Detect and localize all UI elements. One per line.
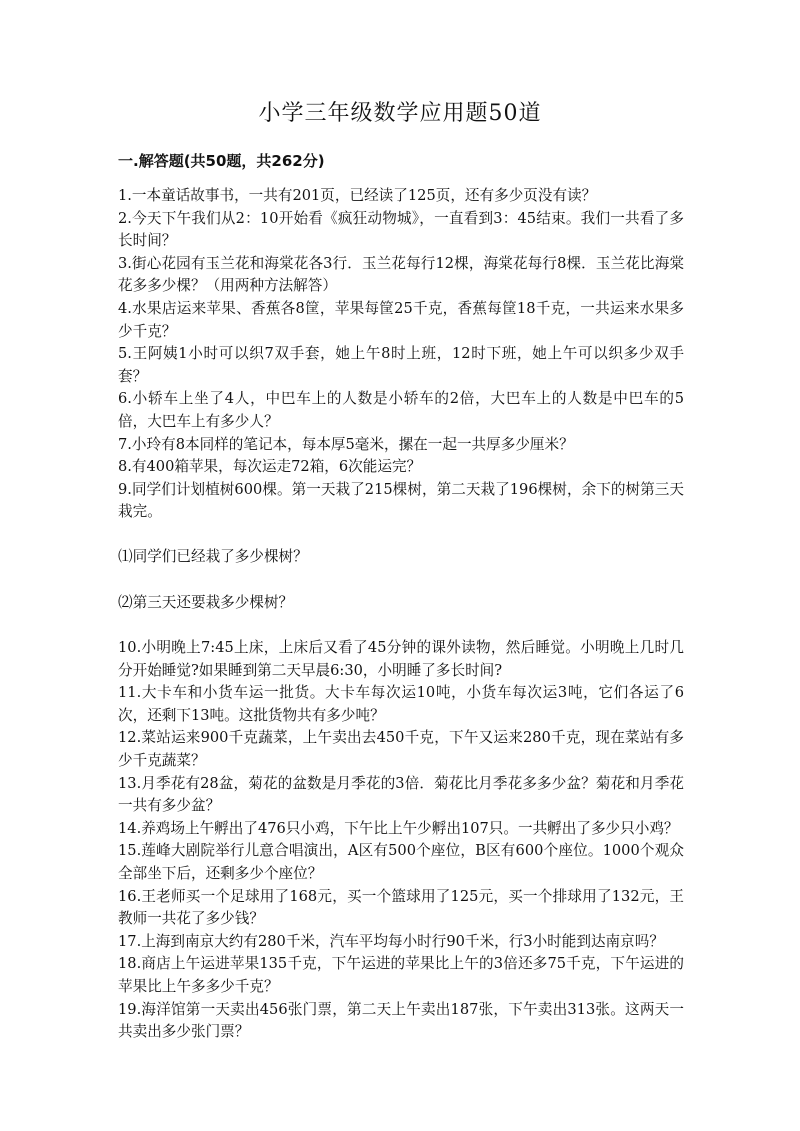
question-9-part-2: ⑵第三天还要栽多少棵树？ [118,593,294,611]
question-17: 17.上海到南京大约有280千米，汽车平均每小时行90千米，行3小时能到达南京吗？ [118,932,664,950]
question-3: 3.街心花园有玉兰花和海棠花各3行．玉兰花每行12棵，海棠花每行8棵．玉兰花比海棠花多多少棵？（用两种方法解答） [118,254,684,295]
question-4: 4.水果店运来苹果、香蕉各8筐，苹果每筐25千克，香蕉每筐18千克，一共运来水果多少千克？ [118,299,684,340]
question-13: 13.月季花有28盆，菊花的盆数是月季花的3倍．菊花比月季花多多少盆？菊花和月季花一共有多少盆？ [118,774,684,815]
question-16: 16.王老师买一个足球用了168元，买一个篮球用了125元，买一个排球用了132元，王教师一共花了多少钱？ [118,887,684,928]
question-15: 15.莲峰大剧院举行儿意合唱演出，A区有500个座位，B区有600个座位。1000个观众全部坐下后，还剩多少个座位？ [118,842,684,883]
page-title: 小学三年级数学应用题50道 [258,101,542,126]
question-8: 8.有400箱苹果，每次运走72箱，6次能运完？ [118,458,422,476]
question-10: 10.小明晚上7:45上床，上床后又看了45分钟的课外读物，然后睡觉。小明晚上几时几分开始睡觉?如果睡到第二天早晨6:30，小明睡了多长时间? [118,639,684,679]
question-19: 19.海洋馆第一天卖出456张门票，第二天上午卖出187张，下午卖出313张。这两天一共卖出多少张门票？ [118,1000,684,1041]
question-14: 14.养鸡场上午孵出了476只小鸡，下午比上午少孵出107只。一共孵出了多少只小鸡？ [118,819,679,837]
spacer [118,569,684,592]
question-11: 11.大卡车和小货车运一批货。大卡车每次运10吨，小货车每次运3吨，它们各运了6次，还剩下13吨。这批货物共有多少吨？ [118,684,684,724]
question-2: 2.今天下午我们从2：10开始看《疯狂动物城》，一直看到3：45结束。我们一共看了多长时间？ [118,209,684,250]
question-18: 18.商店上午运进苹果135千克，下午运进的苹果比上午的3倍还多75千克，下午运进的苹果比上午多多少千克？ [118,955,684,995]
question-6: 6.小轿车上坐了4人，中巴车上的人数是小轿车的2倍，大巴车上的人数是中巴车的5倍，大巴车上有多少人？ [118,390,684,430]
question-7: 7.小玲有8本同样的笔记本，每本厚5毫米，摞在一起一共厚多少厘米？ [118,435,574,453]
question-list [118,185,684,1044]
question-9: 9.同学们计划植树600棵。第一天栽了215棵树，第二天栽了196棵树，余下的树第三天栽完。 [118,480,684,521]
question-1: 1.一本童话故事书，一共有201页，已经读了125页，还有多少页没有读？ [118,187,597,204]
section-heading: 一.解答题(共50题，共262分) [118,152,325,170]
spacer [118,524,684,546]
question-5: 5.王阿姨1小时可以织7双手套，她上午8时上班，12时下班，她上午可以织多少双手套？ [118,345,684,385]
spacer [118,614,684,637]
question-9-part-1: ⑴同学们已经栽了多少棵树？ [118,547,308,565]
question-12: 12.菜站运来900千克蔬菜，上午卖出去450千克，下午又运来280千克，现在菜站有多少千克蔬菜？ [118,729,684,770]
